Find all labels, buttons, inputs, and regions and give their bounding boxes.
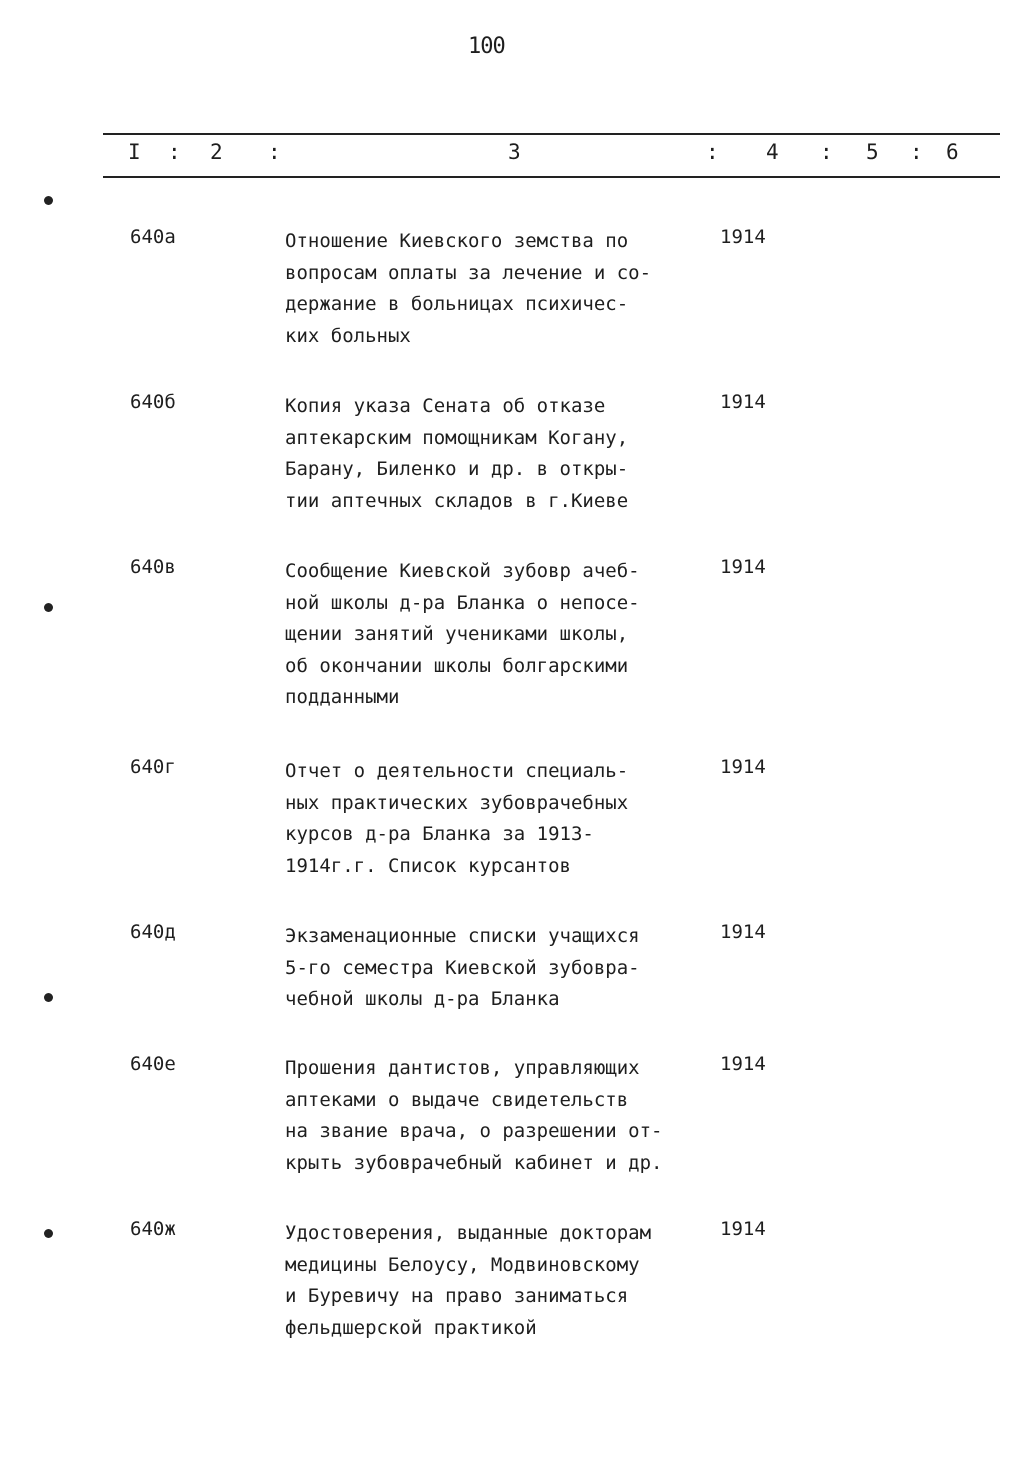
entry-description bbox=[285, 226, 651, 352]
punch-hole-mark bbox=[44, 1229, 53, 1238]
entry-number: 640а bbox=[130, 226, 176, 248]
column-separator: : bbox=[820, 140, 833, 164]
entry-number: 640в bbox=[130, 556, 176, 578]
description-line: курсов д-ра Бланка за 1913- bbox=[285, 823, 594, 845]
description-line: ной школы д-ра Бланка о непосе- bbox=[285, 591, 640, 614]
description-line: чебной школы д-ра Бланка bbox=[285, 988, 560, 1010]
description-line: на звание врача, о разрешении от- bbox=[285, 1120, 663, 1142]
description-line: вопросам оплаты за лечение и со- bbox=[285, 261, 652, 284]
entry-year: 1914 bbox=[720, 226, 766, 248]
description-line: крыть зубоврачебный кабинет и др. bbox=[285, 1151, 663, 1174]
column-header-3: 3 bbox=[508, 140, 521, 164]
column-header-2: 2 bbox=[210, 140, 223, 164]
entry-year: 1914 bbox=[720, 391, 766, 413]
entry-description bbox=[285, 1053, 663, 1179]
description-line: держание в больницах психичес- bbox=[285, 293, 629, 315]
punch-hole-mark bbox=[44, 196, 53, 205]
column-separator: : bbox=[268, 140, 281, 164]
description-line: ных практических зубоврачебных bbox=[285, 791, 629, 814]
entry-year: 1914 bbox=[720, 1218, 766, 1240]
description-line: Удостоверения, выданные докторам bbox=[285, 1222, 652, 1244]
entry-number: 640е bbox=[130, 1053, 176, 1075]
entry-year: 1914 bbox=[720, 556, 766, 578]
entry-number: 640б bbox=[130, 391, 176, 413]
column-separator: : bbox=[706, 140, 719, 164]
entry-year: 1914 bbox=[720, 1053, 766, 1075]
entry-number: 640д bbox=[130, 921, 176, 943]
description-line: 5-го семестра Киевской зубовра- bbox=[285, 956, 640, 979]
description-line: медицины Белоусу, Модвиновскому bbox=[285, 1253, 640, 1276]
punch-hole-mark bbox=[44, 603, 53, 612]
description-line: и Буревичу на право заниматься bbox=[285, 1285, 629, 1307]
description-line: аптеками о выдаче свидетельств bbox=[285, 1088, 629, 1111]
description-line: Копия указа Сената об отказе bbox=[285, 395, 606, 417]
description-line: Экзаменационные списки учащихся bbox=[285, 925, 640, 947]
column-header-4: 4 bbox=[766, 140, 779, 164]
entry-description bbox=[285, 756, 628, 882]
punch-hole-mark bbox=[44, 993, 53, 1002]
column-header-1: I bbox=[128, 140, 141, 164]
entry-description bbox=[285, 1218, 651, 1344]
column-header-6: 6 bbox=[946, 140, 959, 164]
description-line: подданными bbox=[285, 686, 400, 708]
description-line: Отчет о деятельности специаль- bbox=[285, 760, 629, 782]
description-line: щении занятий учениками школы, bbox=[285, 623, 629, 645]
description-line: Прошения дантистов, управляющих bbox=[285, 1057, 640, 1079]
description-line: аптекарским помощникам Когану, bbox=[285, 426, 629, 449]
entry-description bbox=[285, 921, 640, 1016]
description-line: об окончании школы болгарскими bbox=[285, 654, 629, 677]
entry-year: 1914 bbox=[720, 921, 766, 943]
header-top-rule bbox=[103, 133, 1000, 135]
description-line: фельдшерской практикой bbox=[285, 1316, 537, 1339]
description-line: Сообщение Киевской зубовр ачеб- bbox=[285, 560, 640, 582]
page-number: 100 bbox=[468, 34, 505, 59]
entry-number: 640ж bbox=[130, 1218, 176, 1240]
description-line: Отношение Киевского земства по bbox=[285, 230, 629, 252]
description-line: 1914г.г. Список курсантов bbox=[285, 854, 571, 877]
column-header-5: 5 bbox=[866, 140, 879, 164]
entry-number: 640г bbox=[130, 756, 176, 778]
entry-description bbox=[285, 556, 640, 714]
description-line: ких больных bbox=[285, 324, 411, 347]
description-line: тии аптечных складов в г.Киеве bbox=[285, 489, 629, 512]
entry-description bbox=[285, 391, 628, 517]
entry-year: 1914 bbox=[720, 756, 766, 778]
column-separator: : bbox=[168, 140, 181, 164]
column-separator: : bbox=[910, 140, 923, 164]
description-line: Барану, Биленко и др. в откры- bbox=[285, 458, 629, 480]
header-bottom-rule bbox=[103, 176, 1000, 178]
